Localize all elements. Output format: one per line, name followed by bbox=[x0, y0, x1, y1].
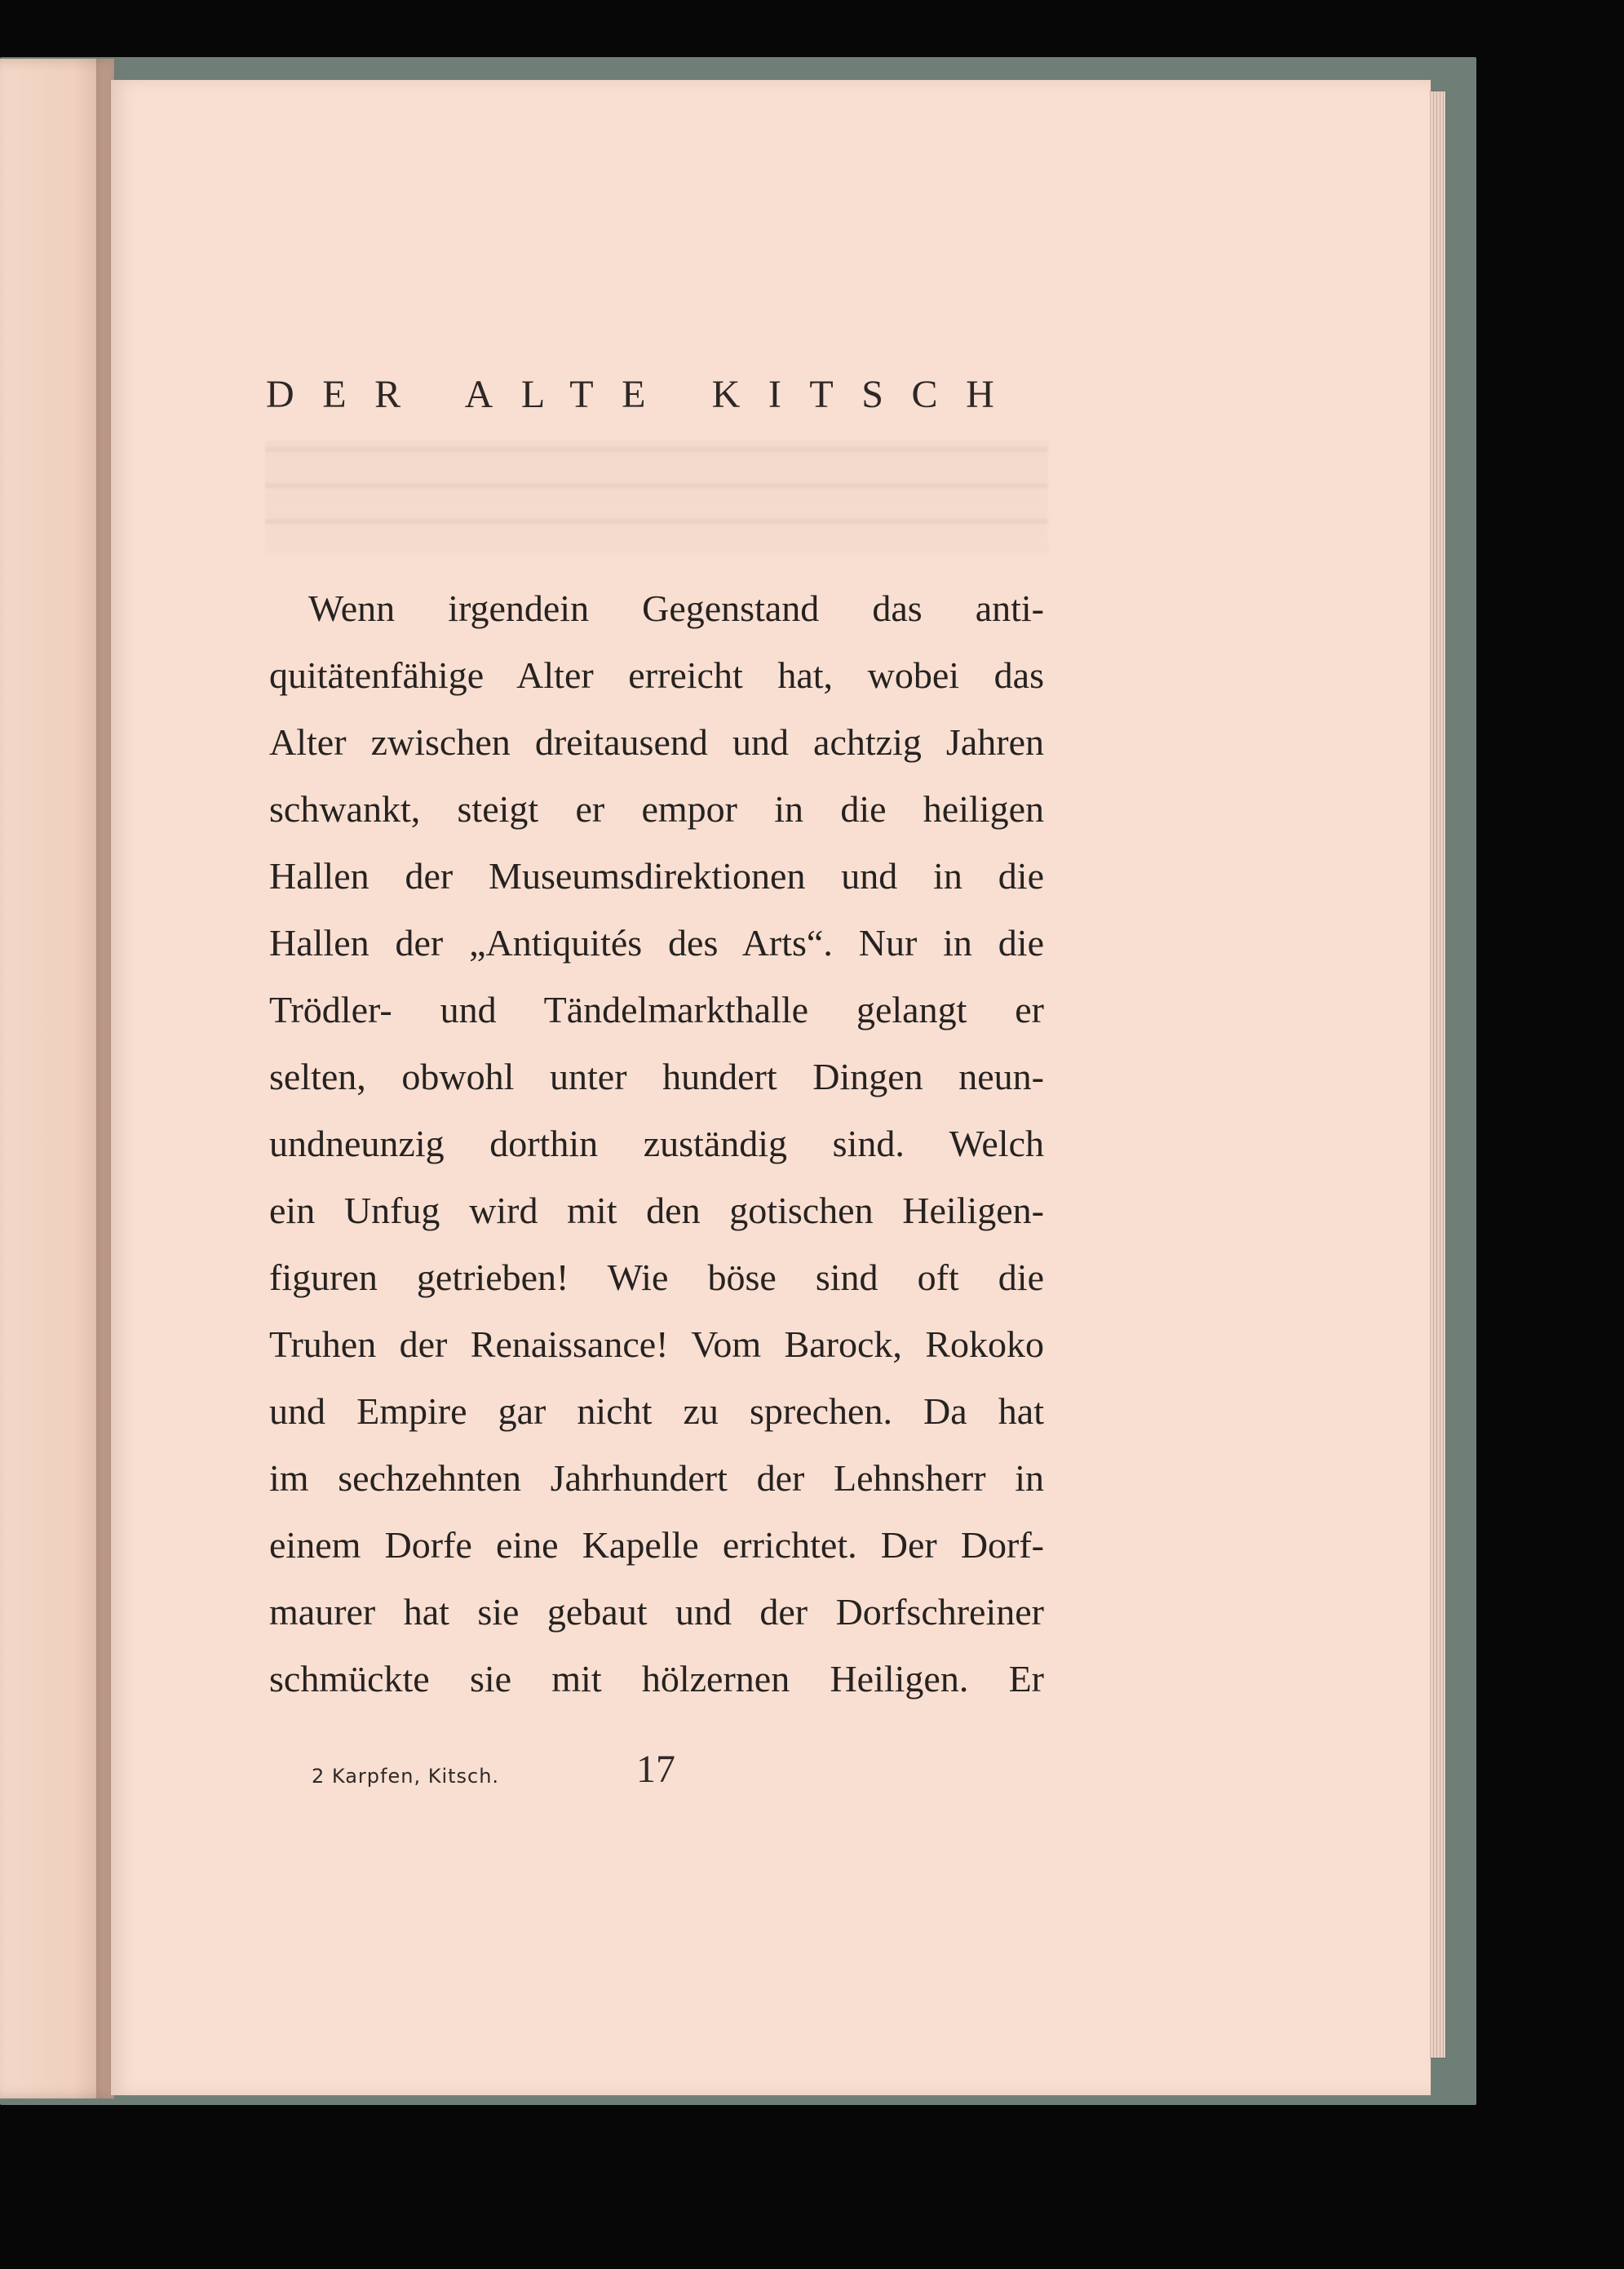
body-line: im sechzehnten Jahrhundert der Lehnsherr in bbox=[269, 1457, 1044, 1499]
body-line: quitätenfähige Alter erreicht hat, wobei das bbox=[269, 654, 1044, 696]
body-line: Alter zwischen dreitausend und achtzig Jahren bbox=[269, 721, 1044, 763]
body-line: selten, obwohl unter hundert Dingen neun- bbox=[269, 1056, 1044, 1097]
body-line: und Empire gar nicht zu sprechen. Da hat bbox=[269, 1390, 1044, 1432]
body-line: maurer hat sie gebaut und der Dorfschreiner bbox=[269, 1591, 1044, 1633]
page-footer bbox=[312, 1750, 752, 1799]
page-number: 17 bbox=[636, 1748, 675, 1791]
chapter-title: DER ALTE KITSCH bbox=[266, 373, 1023, 416]
body-line: figuren getrieben! Wie böse sind oft die bbox=[269, 1256, 1044, 1298]
page-stack-edge bbox=[1431, 91, 1445, 2058]
body-line: Truhen der Renaissance! Vom Barock, Rokoko bbox=[269, 1323, 1044, 1365]
body-line: einem Dorfe eine Kapelle errichtet. Der Dorf- bbox=[269, 1524, 1044, 1566]
body-line: schwankt, steigt er empor in die heiligen bbox=[269, 788, 1044, 830]
body-line: Hallen der Museumsdirektionen und in die bbox=[269, 855, 1044, 897]
faint-showthrough-text bbox=[265, 441, 1048, 555]
body-text bbox=[269, 575, 1044, 1713]
body-line: Wenn irgendein Gegenstand das anti- bbox=[308, 587, 1044, 629]
body-line: ein Unfug wird mit den gotischen Heiligen- bbox=[269, 1190, 1044, 1231]
body-line: Hallen der „Antiquités des Arts“. Nur in die bbox=[269, 922, 1044, 964]
body-line: Trödler- und Tändelmarkthalle gelangt er bbox=[269, 989, 1044, 1030]
footer-signature: 2 Karpfen, Kitsch. bbox=[312, 1765, 500, 1788]
body-line: undneunzig dorthin zuständig sind. Welch bbox=[269, 1123, 1044, 1164]
body-line: schmückte sie mit hölzernen Heiligen. Er bbox=[269, 1658, 1044, 1700]
